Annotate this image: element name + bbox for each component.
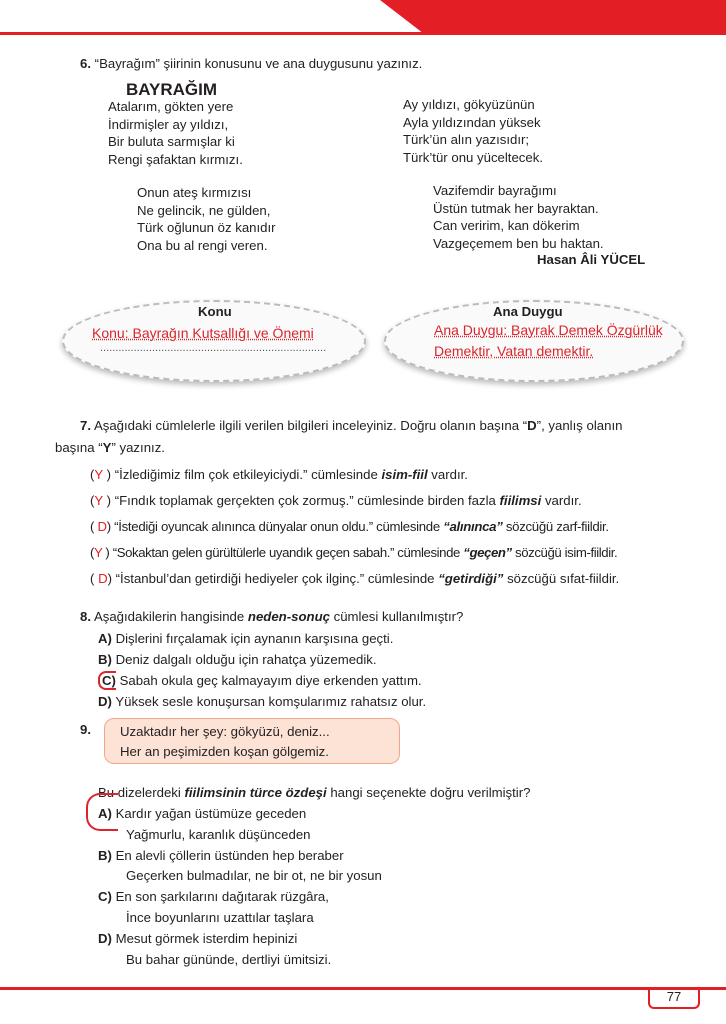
q8-options — [98, 628, 426, 712]
page-number: 77 — [648, 987, 700, 1009]
answer-mark[interactable]: D — [98, 571, 108, 586]
stanza-4: Vazifemdir bayrağımı Üstün tutmak her bayraktan. Can veririm, kan dökerim Vazgeçemem ben bu haktan. — [433, 183, 604, 251]
q7-prompt: 7. Aşağıdaki cümlelerle ilgili verilen bilgileri inceleyiniz. Doğru olanın başına “D”, yanlış olanın — [80, 418, 623, 433]
stanza-1: Atalarım, gökten yere İndirmişler ay yıldızı, Bir buluta sarmışlar ki Rengi şafaktan kırmızı. — [108, 99, 243, 167]
q9-option-b[interactable]: B) En alevli çöllerin üstünden hep beraber Geçerken bulmadılar, ne bir ot, ne bir yosun — [98, 847, 382, 884]
q9-quote: Uzaktadır her şey: gökyüzü, deniz... Her an peşimizden koşan gölgemiz. — [120, 724, 330, 759]
q9-prompt: Bu dizelerdeki fiilimsinin türce özdeşi hangi seçenekte doğru verilmiştir? — [98, 785, 531, 800]
stanza-3: Ay yıldızı, gökyüzünün Ayla yıldızından yüksek Türk’ün alın yazısıdır; Türk’tür onu yüceltecek. — [403, 97, 543, 165]
q8-option-c[interactable]: C) Sabah okula geç kalmayayım diye erkenden yattım. — [98, 670, 426, 691]
q8-option-a[interactable]: A) Dişlerini fırçalamak için aynanın karşısına geçti. — [98, 631, 394, 646]
stanza-2: Onun ateş kırmızısı Ne gelincik, ne gülden, Türk oğlunun öz kanıdır Ona bu al rengi veren. — [137, 185, 276, 253]
q9-options — [98, 804, 382, 970]
q8-option-b[interactable]: B) Deniz dalgalı olduğu için rahatça yüzemedik. — [98, 652, 377, 667]
answer-mark[interactable]: Y — [94, 493, 103, 508]
answer-mark[interactable]: Y — [94, 545, 103, 560]
q8-option-d[interactable]: D) Yüksek sesle konuşursan komşularımız rahatsız olur. — [98, 694, 427, 709]
q7-prompt-2: başına “Y” yazınız. — [55, 440, 165, 455]
duygu-answer-1[interactable]: Ana Duygu: Bayrak Demek Özgürlük — [434, 322, 663, 338]
q7-item: (Y ) “İzlediğimiz film çok etkileyiciydi.” cümlesinde isim-fiil vardır. — [90, 467, 468, 482]
q8-prompt: 8. Aşağıdakilerin hangisinde neden-sonuç cümlesi kullanılmıştır? — [80, 609, 464, 624]
answer-mark[interactable]: D — [97, 519, 107, 534]
q9-option-d[interactable]: D) Mesut görmek isterdim hepinizi Bu bahar gününde, dertliyi ümitsizi. — [98, 930, 332, 967]
q9-option-a[interactable]: A) Kardır yağan üstümüze geceden Yağmurlu, karanlık düşünceden — [98, 806, 311, 842]
konu-answer[interactable]: Konu: Bayrağın Kutsallığı ve Önemi — [92, 325, 314, 341]
q7-item: ( D) “İstanbul’dan getirdiği hediyeler çok ilginç.” cümlesinde “getirdiği” sözcüğü sıfat-fiildir. — [90, 571, 620, 586]
q7-item: (Y ) “Fındık toplamak gerçekten çok zormuş.” cümlesinde birden fazla fiilimsi vardır. — [90, 493, 582, 508]
q7-items — [90, 464, 619, 594]
q9-option-c[interactable]: C) En son şarkılarını dağıtarak rüzgâra, İnce boyunlarını uzattılar taşlara — [98, 889, 329, 925]
q9-number: 9. — [80, 722, 91, 737]
konu-label: Konu — [198, 304, 232, 319]
header-decoration — [380, 0, 726, 32]
answer-mark[interactable]: Y — [94, 467, 103, 482]
header-rule — [0, 32, 726, 35]
footer-rule — [0, 987, 726, 990]
q7-item: (Y ) “Sokaktan gelen gürültülerle uyandık geçen sabah.” cümlesinde “geçen” sözcüğü isim-fiildir. — [90, 545, 618, 560]
poem-title: BAYRAĞIM — [126, 80, 217, 99]
duygu-label: Ana Duygu — [493, 304, 563, 319]
q7-item: ( D) “İstediği oyuncak alınınca dünyalar onun oldu.” cümlesinde “alınınca” sözcüğü zarf-fiildir. — [90, 519, 609, 534]
poem-author: Hasan Âli YÜCEL — [537, 252, 646, 267]
q6-prompt: 6. “Bayrağım” şiirinin konusunu ve ana duygusunu yazınız. — [80, 56, 423, 71]
konu-dots: .......................................................................... — [100, 342, 327, 354]
duygu-answer-2[interactable]: Demektir, Vatan demektir. — [434, 343, 594, 359]
